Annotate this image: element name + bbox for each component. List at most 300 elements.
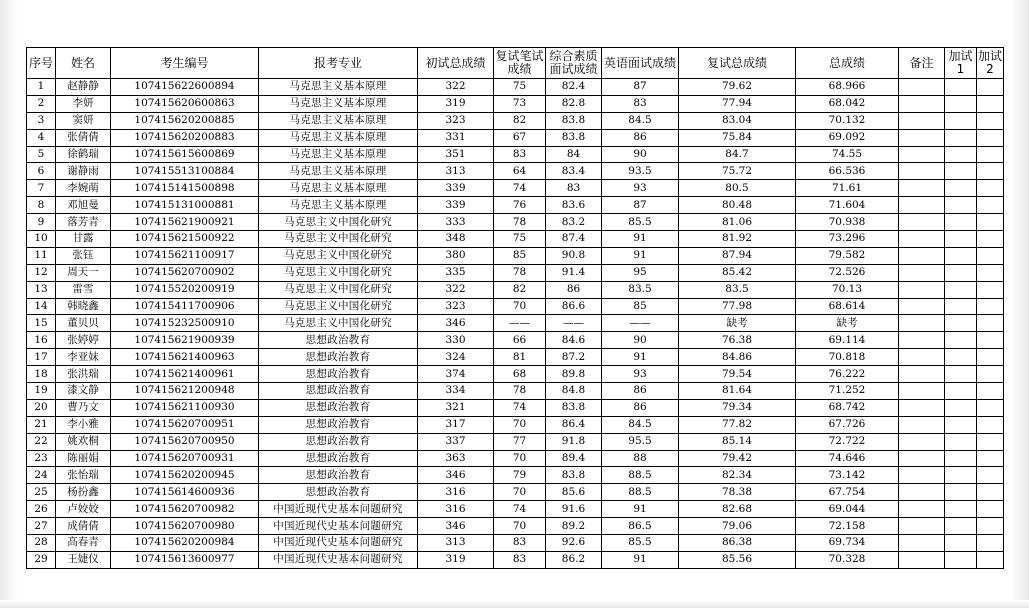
cell-prelim-score: 346 <box>418 467 494 484</box>
cell-english-score: 86 <box>602 129 679 146</box>
cell-prelim-score: 330 <box>418 332 494 349</box>
table-header-row <box>27 48 1004 79</box>
cell-interview-score: 89.4 <box>546 450 602 467</box>
header-written-score: 复试笔试成绩 <box>494 48 546 79</box>
cell-written-score: 66 <box>494 332 546 349</box>
cell-candidate-id: 107415621200948 <box>111 383 259 400</box>
cell-name: 落芳青 <box>56 214 111 231</box>
cell-interview-score: 85.6 <box>546 484 602 501</box>
cell-name: 窦妍 <box>56 112 111 129</box>
cell-major: 思想政治教育 <box>259 467 418 484</box>
cell-major: 中国近现代史基本问题研究 <box>259 535 418 552</box>
cell-written-score: 64 <box>494 163 546 180</box>
table-row <box>27 95 1004 112</box>
cell-english-score: 88 <box>602 450 679 467</box>
cell-major: 中国近现代史基本问题研究 <box>259 518 418 535</box>
cell-total-score: 69.092 <box>796 129 899 146</box>
cell-english-score: 90 <box>602 146 679 163</box>
table-row <box>27 518 1004 535</box>
cell-prelim-score: 333 <box>418 214 494 231</box>
cell-major: 马克思主义基本原理 <box>259 197 418 214</box>
cell-total-score: 68.966 <box>796 79 899 96</box>
cell-prelim-score: 380 <box>418 247 494 264</box>
cell-name: 邓旭曼 <box>56 197 111 214</box>
cell-total-score: 73.142 <box>796 467 899 484</box>
cell-retest-total: 79.42 <box>679 450 796 467</box>
cell-extra-test-2 <box>977 247 1004 264</box>
cell-extra-test-2 <box>977 551 1004 568</box>
cell-name: 张洪瑞 <box>56 366 111 383</box>
cell-remarks <box>899 551 945 568</box>
cell-index: 27 <box>27 518 56 535</box>
cell-retest-total: 81.92 <box>679 231 796 248</box>
cell-total-score: 74.646 <box>796 450 899 467</box>
cell-extra-test-2 <box>977 349 1004 366</box>
cell-interview-score: 91.4 <box>546 264 602 281</box>
cell-interview-score: 83.4 <box>546 163 602 180</box>
cell-extra-test-2 <box>977 180 1004 197</box>
header-prelim-score: 初试总成绩 <box>418 48 494 79</box>
cell-candidate-id: 107415614600936 <box>111 484 259 501</box>
cell-remarks <box>899 146 945 163</box>
cell-prelim-score: 313 <box>418 163 494 180</box>
cell-extra-test-2 <box>977 399 1004 416</box>
cell-index: 24 <box>27 467 56 484</box>
cell-english-score: 91 <box>602 247 679 264</box>
page-shadow-left <box>0 0 18 608</box>
cell-retest-total: 75.72 <box>679 163 796 180</box>
cell-retest-total: 75.84 <box>679 129 796 146</box>
table-row <box>27 146 1004 163</box>
cell-prelim-score: 351 <box>418 146 494 163</box>
cell-prelim-score: 323 <box>418 298 494 315</box>
cell-remarks <box>899 197 945 214</box>
cell-name: 李小雅 <box>56 416 111 433</box>
table-row <box>27 383 1004 400</box>
cell-index: 23 <box>27 450 56 467</box>
cell-candidate-id: 107415232500910 <box>111 315 259 332</box>
cell-extra-test-2 <box>977 146 1004 163</box>
table-row <box>27 332 1004 349</box>
cell-total-score: 缺考 <box>796 315 899 332</box>
cell-retest-total: 82.34 <box>679 467 796 484</box>
cell-english-score: 88.5 <box>602 467 679 484</box>
table-row <box>27 180 1004 197</box>
cell-total-score: 71.604 <box>796 197 899 214</box>
cell-interview-score: 83.2 <box>546 214 602 231</box>
cell-extra-test-1 <box>945 551 977 568</box>
cell-retest-total: 81.64 <box>679 383 796 400</box>
cell-interview-score: —— <box>546 315 602 332</box>
cell-written-score: 68 <box>494 366 546 383</box>
cell-total-score: 68.614 <box>796 298 899 315</box>
cell-extra-test-2 <box>977 433 1004 450</box>
cell-prelim-score: 316 <box>418 484 494 501</box>
cell-retest-total: 缺考 <box>679 315 796 332</box>
cell-index: 22 <box>27 433 56 450</box>
cell-candidate-id: 107415620700902 <box>111 264 259 281</box>
cell-major: 马克思主义中国化研究 <box>259 298 418 315</box>
cell-english-score: 88.5 <box>602 484 679 501</box>
cell-prelim-score: 316 <box>418 501 494 518</box>
cell-prelim-score: 374 <box>418 366 494 383</box>
cell-total-score: 76.222 <box>796 366 899 383</box>
cell-extra-test-1 <box>945 281 977 298</box>
cell-retest-total: 80.5 <box>679 180 796 197</box>
cell-total-score: 70.132 <box>796 112 899 129</box>
cell-extra-test-2 <box>977 484 1004 501</box>
cell-interview-score: 82.8 <box>546 95 602 112</box>
cell-name: 雷雪 <box>56 281 111 298</box>
cell-written-score: 77 <box>494 433 546 450</box>
cell-extra-test-2 <box>977 95 1004 112</box>
cell-total-score: 74.55 <box>796 146 899 163</box>
cell-candidate-id: 107415520200919 <box>111 281 259 298</box>
cell-written-score: 83 <box>494 535 546 552</box>
cell-extra-test-1 <box>945 214 977 231</box>
cell-retest-total: 85.14 <box>679 433 796 450</box>
cell-prelim-score: 363 <box>418 450 494 467</box>
cell-extra-test-2 <box>977 129 1004 146</box>
cell-index: 18 <box>27 366 56 383</box>
cell-prelim-score: 348 <box>418 231 494 248</box>
table-row <box>27 484 1004 501</box>
cell-extra-test-1 <box>945 349 977 366</box>
cell-prelim-score: 323 <box>418 112 494 129</box>
cell-remarks <box>899 518 945 535</box>
cell-english-score: 85.5 <box>602 535 679 552</box>
cell-name: 徐鹤瑞 <box>56 146 111 163</box>
cell-major: 思想政治教育 <box>259 383 418 400</box>
cell-major: 思想政治教育 <box>259 484 418 501</box>
cell-index: 12 <box>27 264 56 281</box>
cell-candidate-id: 107415622600894 <box>111 79 259 96</box>
cell-index: 11 <box>27 247 56 264</box>
cell-remarks <box>899 231 945 248</box>
cell-extra-test-2 <box>977 281 1004 298</box>
cell-interview-score: 86.6 <box>546 298 602 315</box>
cell-written-score: 83 <box>494 551 546 568</box>
cell-retest-total: 79.54 <box>679 366 796 383</box>
cell-extra-test-1 <box>945 399 977 416</box>
cell-index: 7 <box>27 180 56 197</box>
cell-interview-score: 84.8 <box>546 383 602 400</box>
cell-written-score: 85 <box>494 247 546 264</box>
cell-written-score: 83 <box>494 146 546 163</box>
cell-extra-test-1 <box>945 180 977 197</box>
cell-major: 思想政治教育 <box>259 399 418 416</box>
table-row <box>27 433 1004 450</box>
cell-written-score: 70 <box>494 484 546 501</box>
cell-remarks <box>899 535 945 552</box>
cell-total-score: 67.726 <box>796 416 899 433</box>
cell-prelim-score: 317 <box>418 416 494 433</box>
cell-name: 杨扮鑫 <box>56 484 111 501</box>
cell-prelim-score: 322 <box>418 281 494 298</box>
table-row <box>27 79 1004 96</box>
cell-english-score: 84.5 <box>602 416 679 433</box>
cell-english-score: 86 <box>602 383 679 400</box>
cell-extra-test-1 <box>945 163 977 180</box>
cell-name: 董贝贝 <box>56 315 111 332</box>
cell-written-score: 78 <box>494 214 546 231</box>
cell-extra-test-1 <box>945 366 977 383</box>
cell-extra-test-1 <box>945 535 977 552</box>
cell-total-score: 73.296 <box>796 231 899 248</box>
cell-total-score: 72.722 <box>796 433 899 450</box>
cell-written-score: 70 <box>494 298 546 315</box>
cell-remarks <box>899 298 945 315</box>
cell-extra-test-2 <box>977 264 1004 281</box>
cell-total-score: 67.754 <box>796 484 899 501</box>
cell-name: 李婉萌 <box>56 180 111 197</box>
cell-total-score: 72.526 <box>796 264 899 281</box>
cell-written-score: 79 <box>494 467 546 484</box>
cell-written-score: 70 <box>494 416 546 433</box>
cell-written-score: 70 <box>494 518 546 535</box>
cell-remarks <box>899 383 945 400</box>
cell-index: 2 <box>27 95 56 112</box>
cell-english-score: 84.5 <box>602 112 679 129</box>
cell-index: 3 <box>27 112 56 129</box>
cell-extra-test-2 <box>977 366 1004 383</box>
cell-candidate-id: 107415620700982 <box>111 501 259 518</box>
cell-index: 28 <box>27 535 56 552</box>
cell-english-score: 93 <box>602 180 679 197</box>
cell-prelim-score: 335 <box>418 264 494 281</box>
cell-candidate-id: 107415620200883 <box>111 129 259 146</box>
cell-extra-test-1 <box>945 501 977 518</box>
cell-prelim-score: 321 <box>418 399 494 416</box>
cell-interview-score: 87.4 <box>546 231 602 248</box>
cell-name: 甘露 <box>56 231 111 248</box>
cell-major: 马克思主义基本原理 <box>259 129 418 146</box>
cell-extra-test-2 <box>977 332 1004 349</box>
cell-extra-test-1 <box>945 95 977 112</box>
table-row <box>27 281 1004 298</box>
cell-extra-test-2 <box>977 416 1004 433</box>
cell-candidate-id: 107415141500898 <box>111 180 259 197</box>
cell-retest-total: 79.34 <box>679 399 796 416</box>
cell-prelim-score: 346 <box>418 315 494 332</box>
cell-interview-score: 89.8 <box>546 366 602 383</box>
cell-prelim-score: 319 <box>418 551 494 568</box>
cell-candidate-id: 107415621900921 <box>111 214 259 231</box>
cell-major: 马克思主义中国化研究 <box>259 214 418 231</box>
cell-retest-total: 83.5 <box>679 281 796 298</box>
cell-prelim-score: 334 <box>418 383 494 400</box>
cell-retest-total: 83.04 <box>679 112 796 129</box>
cell-written-score: 82 <box>494 281 546 298</box>
header-interview-score: 综合素质面试成绩 <box>546 48 602 79</box>
cell-interview-score: 86.2 <box>546 551 602 568</box>
cell-major: 马克思主义中国化研究 <box>259 231 418 248</box>
cell-extra-test-1 <box>945 518 977 535</box>
cell-total-score: 70.13 <box>796 281 899 298</box>
cell-major: 马克思主义基本原理 <box>259 95 418 112</box>
cell-retest-total: 84.7 <box>679 146 796 163</box>
cell-total-score: 68.742 <box>796 399 899 416</box>
cell-extra-test-2 <box>977 231 1004 248</box>
table-row <box>27 298 1004 315</box>
cell-retest-total: 79.62 <box>679 79 796 96</box>
cell-english-score: 91 <box>602 231 679 248</box>
cell-retest-total: 81.06 <box>679 214 796 231</box>
header-english-score: 英语面试成绩 <box>602 48 679 79</box>
cell-interview-score: 90.8 <box>546 247 602 264</box>
cell-retest-total: 87.94 <box>679 247 796 264</box>
cell-major: 思想政治教育 <box>259 450 418 467</box>
cell-written-score: 75 <box>494 231 546 248</box>
cell-written-score: 74 <box>494 399 546 416</box>
cell-major: 马克思主义中国化研究 <box>259 315 418 332</box>
cell-extra-test-2 <box>977 298 1004 315</box>
cell-index: 16 <box>27 332 56 349</box>
cell-prelim-score: 339 <box>418 197 494 214</box>
cell-written-score: 73 <box>494 95 546 112</box>
cell-retest-total: 76.38 <box>679 332 796 349</box>
table-row <box>27 467 1004 484</box>
cell-index: 20 <box>27 399 56 416</box>
cell-retest-total: 85.56 <box>679 551 796 568</box>
cell-prelim-score: 337 <box>418 433 494 450</box>
cell-written-score: 67 <box>494 129 546 146</box>
cell-remarks <box>899 484 945 501</box>
cell-extra-test-2 <box>977 518 1004 535</box>
cell-index: 14 <box>27 298 56 315</box>
cell-prelim-score: 346 <box>418 518 494 535</box>
cell-total-score: 70.328 <box>796 551 899 568</box>
cell-candidate-id: 107415615600869 <box>111 146 259 163</box>
cell-candidate-id: 107415621900939 <box>111 332 259 349</box>
cell-total-score: 79.582 <box>796 247 899 264</box>
cell-written-score: 82 <box>494 112 546 129</box>
cell-major: 马克思主义基本原理 <box>259 163 418 180</box>
cell-remarks <box>899 416 945 433</box>
cell-interview-score: 83 <box>546 180 602 197</box>
cell-candidate-id: 107415620700980 <box>111 518 259 535</box>
table-row <box>27 129 1004 146</box>
cell-extra-test-1 <box>945 484 977 501</box>
cell-remarks <box>899 95 945 112</box>
cell-interview-score: 83.8 <box>546 467 602 484</box>
cell-extra-test-2 <box>977 535 1004 552</box>
cell-written-score: 76 <box>494 197 546 214</box>
cell-extra-test-2 <box>977 450 1004 467</box>
cell-index: 19 <box>27 383 56 400</box>
cell-candidate-id: 107415620700951 <box>111 416 259 433</box>
cell-candidate-id: 107415620200885 <box>111 112 259 129</box>
cell-interview-score: 87.2 <box>546 349 602 366</box>
cell-extra-test-1 <box>945 247 977 264</box>
cell-total-score: 69.734 <box>796 535 899 552</box>
cell-prelim-score: 313 <box>418 535 494 552</box>
cell-retest-total: 79.06 <box>679 518 796 535</box>
cell-prelim-score: 324 <box>418 349 494 366</box>
cell-remarks <box>899 247 945 264</box>
table-row <box>27 264 1004 281</box>
header-name: 姓名 <box>56 48 111 79</box>
cell-total-score: 72.158 <box>796 518 899 535</box>
cell-candidate-id: 107415411700906 <box>111 298 259 315</box>
cell-remarks <box>899 129 945 146</box>
cell-english-score: 83 <box>602 95 679 112</box>
cell-candidate-id: 107415621400961 <box>111 366 259 383</box>
cell-retest-total: 85.42 <box>679 264 796 281</box>
cell-candidate-id: 107415621100930 <box>111 399 259 416</box>
cell-major: 马克思主义中国化研究 <box>259 264 418 281</box>
cell-index: 4 <box>27 129 56 146</box>
cell-remarks <box>899 467 945 484</box>
cell-written-score: 75 <box>494 79 546 96</box>
cell-candidate-id: 107415620700950 <box>111 433 259 450</box>
cell-major: 马克思主义基本原理 <box>259 146 418 163</box>
page-shadow-right <box>1011 0 1029 608</box>
cell-name: 漆文静 <box>56 383 111 400</box>
table-row <box>27 315 1004 332</box>
cell-remarks <box>899 315 945 332</box>
cell-major: 思想政治教育 <box>259 366 418 383</box>
cell-name: 韩晓鑫 <box>56 298 111 315</box>
table-row <box>27 501 1004 518</box>
cell-major: 中国近现代史基本问题研究 <box>259 501 418 518</box>
cell-name: 李妍 <box>56 95 111 112</box>
cell-extra-test-1 <box>945 467 977 484</box>
header-retest-total: 复试总成绩 <box>679 48 796 79</box>
cell-english-score: 95 <box>602 264 679 281</box>
cell-prelim-score: 319 <box>418 95 494 112</box>
cell-remarks <box>899 399 945 416</box>
cell-name: 张倩倩 <box>56 129 111 146</box>
cell-extra-test-1 <box>945 416 977 433</box>
cell-extra-test-1 <box>945 129 977 146</box>
cell-candidate-id: 107415621100917 <box>111 247 259 264</box>
cell-interview-score: 91.8 <box>546 433 602 450</box>
cell-extra-test-1 <box>945 298 977 315</box>
cell-retest-total: 82.68 <box>679 501 796 518</box>
cell-remarks <box>899 281 945 298</box>
cell-name: 张婷婷 <box>56 332 111 349</box>
table-row <box>27 416 1004 433</box>
cell-remarks <box>899 112 945 129</box>
cell-english-score: 83.5 <box>602 281 679 298</box>
cell-major: 思想政治教育 <box>259 416 418 433</box>
cell-index: 9 <box>27 214 56 231</box>
cell-remarks <box>899 163 945 180</box>
cell-name: 陈丽娟 <box>56 450 111 467</box>
cell-extra-test-1 <box>945 264 977 281</box>
cell-index: 21 <box>27 416 56 433</box>
cell-interview-score: 89.2 <box>546 518 602 535</box>
cell-extra-test-2 <box>977 197 1004 214</box>
cell-written-score: 78 <box>494 264 546 281</box>
cell-interview-score: 83.8 <box>546 129 602 146</box>
cell-retest-total: 86.38 <box>679 535 796 552</box>
table-row <box>27 214 1004 231</box>
cell-extra-test-1 <box>945 112 977 129</box>
cell-extra-test-1 <box>945 383 977 400</box>
cell-english-score: 91 <box>602 501 679 518</box>
cell-major: 中国近现代史基本问题研究 <box>259 551 418 568</box>
cell-written-score: 74 <box>494 180 546 197</box>
cell-english-score: 85 <box>602 298 679 315</box>
cell-name: 成倩倩 <box>56 518 111 535</box>
table-row <box>27 231 1004 248</box>
cell-major: 思想政治教育 <box>259 433 418 450</box>
cell-english-score: 87 <box>602 79 679 96</box>
cell-written-score: —— <box>494 315 546 332</box>
cell-index: 10 <box>27 231 56 248</box>
